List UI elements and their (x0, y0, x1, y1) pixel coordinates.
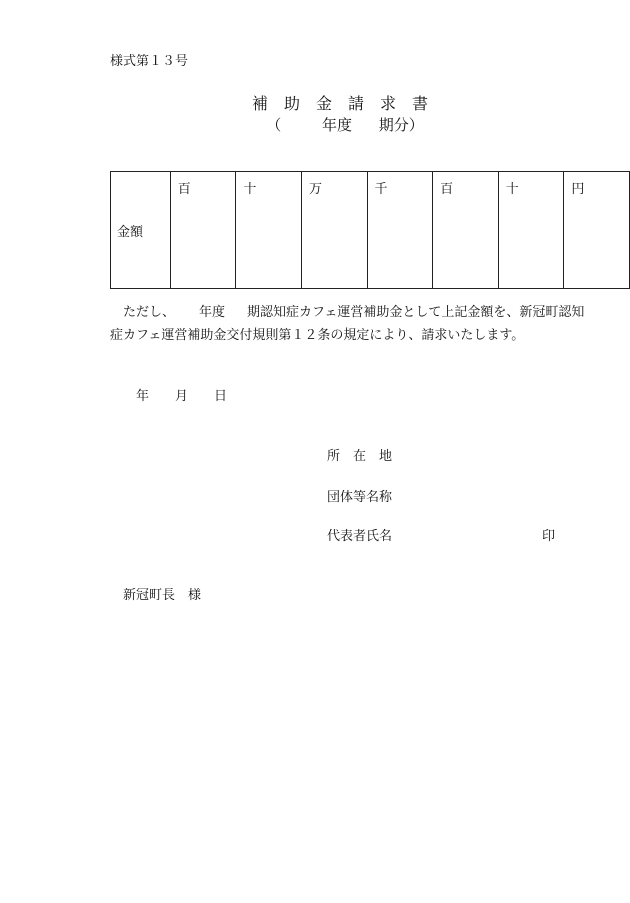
subtitle-open-paren: （ (266, 116, 282, 134)
addressee: 新冠町長 様 (123, 588, 202, 603)
amount-table (110, 171, 630, 289)
statement-year: 年度 (199, 305, 226, 320)
digit-cell-ten-thousand: 万 (301, 172, 367, 289)
digit-cell-ten-million: 十 (236, 172, 302, 289)
amount-row (111, 172, 630, 289)
subtitle-fiscal-year: 年度 (321, 116, 352, 134)
request-statement (110, 301, 586, 347)
amount-label: 金額 (111, 172, 171, 289)
statement-line-2: 症カフェ運営補助金交付規則第１２条の規定により、請求いたします。 (110, 328, 525, 343)
date-line (136, 385, 227, 404)
document-subtitle (0, 114, 630, 135)
representative-label: 代表者氏名 (327, 529, 393, 544)
address-label: 所 在 地 (327, 449, 393, 464)
digit-cell-yen: 円 (564, 172, 630, 289)
digit-cell-hundred: 百 (433, 172, 499, 289)
digit-cell-ten: 十 (498, 172, 564, 289)
digit-cell-thousand: 千 (367, 172, 433, 289)
date-day: 日 (214, 389, 228, 404)
form-number: 様式第１３号 (110, 54, 189, 69)
statement-intro: ただし、 (110, 305, 176, 320)
group-name-label: 団体等名称 (327, 490, 393, 505)
statement-line-1 (110, 301, 586, 324)
subtitle-period: 期分） (378, 116, 424, 134)
seal-mark: 印 (542, 529, 556, 544)
digit-cell-hundred-million: 百 (170, 172, 236, 289)
document-title: 補 助 金 請 求 書 (251, 94, 428, 113)
date-month: 月 (175, 389, 189, 404)
statement-main: 期認知症カフェ運営補助金として上記金額を、新冠町認知 (247, 305, 585, 320)
date-year: 年 (136, 389, 150, 404)
